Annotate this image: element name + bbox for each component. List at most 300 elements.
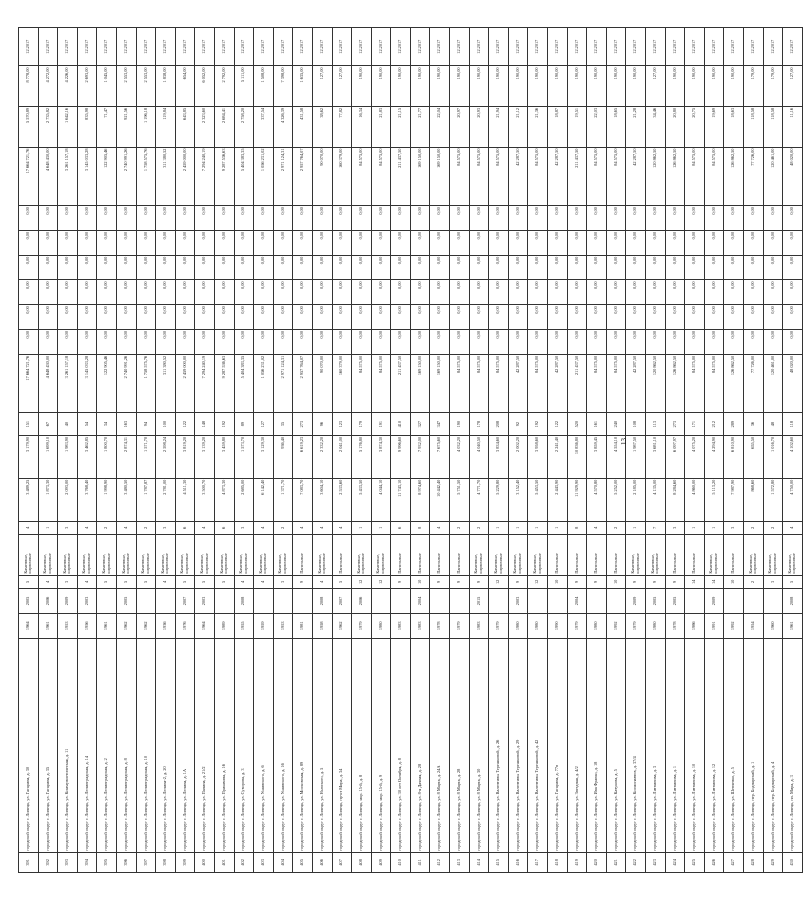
cell-floors: 5 [116,575,136,589]
cell-living-area: 3 819,20 [175,435,195,478]
cell-cost-col-4: 0,00 [567,255,587,280]
cell-cost-col-3: 0,00 [626,280,646,305]
cell-year-built: 1964 [19,613,39,638]
cell-entrances: 4 [783,521,803,535]
cell-residents: 92 [508,413,528,436]
cell-address: городской округ г. Липецк, ул. Гагарина, д. 30 [19,638,39,852]
cell-total-cost: 1 758 575,76 [136,354,156,413]
cell-limit-per-sqm: 4 272,00 [38,66,58,107]
cell-cost-col-2: 0,00 [371,305,391,330]
cell-residents: 192 [528,413,548,436]
cell-total-cost: 84 575,00 [606,354,626,413]
cell-living-area: 936,40 [273,435,293,478]
cell-living-area: 3 459,80 [214,435,234,478]
cell-entrances: 2 [743,521,763,535]
cell-year-built: 1992 [724,613,744,638]
table-row [567,28,587,873]
cell-limit-per-sqm: 190,00 [587,66,607,107]
cell-cost-owners: 42 287,50 [508,147,528,206]
table-row [312,28,332,873]
cell-limit-per-sqm: 190,00 [567,66,587,107]
cell-row-number: 420 [587,852,607,872]
cell-deadline: 12.2017 [254,28,274,66]
cell-cost-col-6: 0,00 [58,206,78,231]
cell-cost-col-2: 0,00 [38,305,58,330]
cell-deadline: 12.2017 [704,28,724,66]
cell-wall-material: Каменные, кирпичные [508,535,528,576]
cell-living-area: 4 032,20 [450,435,470,478]
cell-cost-per-sqm: 16,34 [352,106,372,147]
cell-row-number: 406 [312,852,332,872]
cell-address: городской округ г. Липецк, ул. Литвинова, д. 3 [646,638,666,852]
cell-total-area: 1 371,70 [273,478,293,521]
cell-residents: 151 [19,413,39,436]
cell-floors: 9 [508,575,528,589]
cell-residents: 96 [312,413,332,436]
cell-cost-col-2: 0,00 [626,305,646,330]
cell-row-number: 415 [489,852,509,872]
cell-cost-col-3: 0,00 [743,280,763,305]
cell-cost-col-3: 0,00 [254,280,274,305]
cell-entrances: 4 [312,521,332,535]
cell-cost-per-sqm: 20,75 [685,106,705,147]
cell-cost-col-1: 0,00 [450,330,470,355]
cell-living-area: 3 859,45 [587,435,607,478]
cell-floors: 9 [665,575,685,589]
cell-wall-material: Панельные [332,535,352,576]
cell-cost-owners: 77 726,00 [743,147,763,206]
cell-total-cost: 42 287,50 [548,354,568,413]
cell-wall-material: Каменные, кирпичные [19,535,39,576]
cell-year-overhaul: 2004 [410,589,430,614]
cell-cost-col-1: 0,00 [254,330,274,355]
cell-cost-per-sqm: 77,82 [332,106,352,147]
cell-residents: 122 [175,413,195,436]
cell-wall-material: Каменные, кирпичные [195,535,215,576]
cell-cost-col-4: 0,00 [763,255,783,280]
cell-floors: 3 [763,575,783,589]
cell-cost-col-4: 0,00 [508,255,528,280]
cell-cost-per-sqm: 19,69 [704,106,724,147]
cell-entrances: 1 [371,521,391,535]
cell-cost-col-4: 0,00 [626,255,646,280]
cell-cost-col-3: 0,00 [234,280,254,305]
cell-cost-col-4: 0,00 [97,255,117,280]
cell-cost-col-4: 0,00 [156,255,176,280]
cell-cost-col-5: 0,00 [332,230,352,255]
cell-total-area: 2 093,00 [58,478,78,521]
cell-cost-col-3: 0,00 [58,280,78,305]
cell-cost-col-2: 0,00 [312,305,332,330]
cell-total-area: 2 185,00 [626,478,646,521]
cell-entrances: 4 [116,521,136,535]
cell-wall-material: Панельные [665,535,685,576]
cell-floors: 10 [724,575,744,589]
cell-deadline: 12.2017 [332,28,352,66]
cell-cost-col-5: 0,00 [646,230,666,255]
cell-residents: 171 [685,413,705,436]
cell-living-area: 7 932,00 [410,435,430,478]
cell-cost-col-5: 0,00 [175,230,195,255]
table-row [704,28,724,873]
cell-cost-per-sqm: 21,28 [626,106,646,147]
cell-cost-owners: 9 287 536,63 [214,147,234,206]
cell-cost-col-6: 0,00 [646,206,666,231]
cell-entrances: 3 [665,521,685,535]
cell-row-number: 412 [430,852,450,872]
table-row [116,28,136,873]
cell-cost-col-5: 0,00 [97,230,117,255]
table-row [665,28,685,873]
cell-cost-owners: 2 459 000,00 [175,147,195,206]
cell-cost-per-sqm: 71,47 [97,106,117,147]
cell-cost-col-6: 0,00 [548,206,568,231]
cell-deadline: 12.2017 [293,28,313,66]
cell-limit-per-sqm: 190,00 [371,66,391,107]
cell-cost-col-1: 0,00 [724,330,744,355]
cell-floors: 3 [273,575,293,589]
cell-living-area: 1 573,70 [234,435,254,478]
cell-residents: 35 [273,413,293,436]
cell-entrances: 1 [548,521,568,535]
cell-limit-per-sqm: 190,00 [508,66,528,107]
cell-cost-col-1: 0,00 [19,330,39,355]
cell-floors: 4 [254,575,274,589]
cell-total-area: 5 433,50 [352,478,372,521]
table-row [685,28,705,873]
cell-limit-per-sqm: 2 792,00 [214,66,234,107]
cell-year-built: 1960 [763,613,783,638]
cell-cost-col-1: 0,00 [312,330,332,355]
cell-cost-col-5: 0,00 [743,230,763,255]
cell-cost-col-2: 0,00 [410,305,430,330]
cell-total-cost: 120 461,00 [763,354,783,413]
cell-cost-per-sqm: 21,83 [371,106,391,147]
cell-cost-col-4: 0,00 [116,255,136,280]
cell-floors: 12 [528,575,548,589]
cell-year-built: 1962 [332,613,352,638]
cell-deadline: 12.2017 [58,28,78,66]
cell-cost-col-2: 0,00 [175,305,195,330]
cell-cost-col-1: 0,00 [646,330,666,355]
cell-year-built: 1962 [116,613,136,638]
cell-year-built: 1986 [685,613,705,638]
cell-residents: 347 [430,413,450,436]
table-row [724,28,744,873]
cell-year-overhaul: 2003 [77,589,97,614]
cell-cost-owners: 17 664 721,76 [19,147,39,206]
cell-limit-per-sqm: 190,00 [685,66,705,107]
cell-row-number: 414 [469,852,489,872]
cell-deadline: 12.2017 [646,28,666,66]
cell-cost-col-4: 0,00 [77,255,97,280]
cell-living-area: 3 958,60 [528,435,548,478]
table-row [743,28,763,873]
cell-limit-per-sqm: 190,00 [528,66,548,107]
cell-cost-col-3: 0,00 [273,280,293,305]
cell-cost-owners: 126 862,50 [724,147,744,206]
cell-cost-col-4: 0,00 [724,255,744,280]
cell-cost-col-6: 0,00 [19,206,39,231]
table-row [136,28,156,873]
cell-wall-material: Каменные, кирпичные [489,535,509,576]
cell-year-built: 1979 [626,613,646,638]
cell-row-number: 392 [38,852,58,872]
cell-entrances: 3 [234,521,254,535]
cell-year-built: 1953 [58,613,78,638]
cell-residents: 108 [626,413,646,436]
cell-limit-per-sqm: 2 553,00 [116,66,136,107]
cell-floors: 9 [430,575,450,589]
cell-residents: 327 [410,413,430,436]
cell-cost-col-5: 0,00 [430,230,450,255]
cell-cost-col-4: 0,00 [606,255,626,280]
cell-cost-col-5: 0,00 [38,230,58,255]
cell-cost-per-sqm: 4 326,39 [273,106,293,147]
cell-address: городской округ г. Липецк, ул. Валентины Терешковой, д. 26 [489,638,509,852]
cell-deadline: 12.2017 [567,28,587,66]
cell-wall-material: Панельные [587,535,607,576]
cell-year-overhaul [450,589,470,614]
cell-wall-material: Каменные, кирпичные [312,535,332,576]
cell-cost-col-2: 0,00 [743,305,763,330]
cell-deadline: 12.2017 [508,28,528,66]
cell-residents: 192 [214,413,234,436]
cell-floors: 10 [548,575,568,589]
cell-residents: 208 [489,413,509,436]
cell-wall-material: Панельные [293,535,313,576]
cell-wall-material: Каменные, кирпичные [352,535,372,576]
cell-floors: 5 [97,575,117,589]
cell-year-overhaul: 2008 [312,589,332,614]
cell-row-number: 423 [646,852,666,872]
cell-cost-owners: 211 437,50 [391,147,411,206]
cell-residents: 410 [391,413,411,436]
cell-cost-col-4: 0,00 [312,255,332,280]
cell-cost-col-1: 0,00 [97,330,117,355]
cell-cost-col-6: 0,00 [410,206,430,231]
cell-year-overhaul [371,589,391,614]
cell-residents: 118 [783,413,803,436]
cell-wall-material: Панельные [606,535,626,576]
cell-living-area: 4 075,20 [685,435,705,478]
cell-entrances: 2 [97,521,117,535]
cell-row-number: 402 [234,852,254,872]
cell-year-built: 1959 [254,613,274,638]
cell-residents: 179 [352,413,372,436]
cell-deadline: 12.2017 [489,28,509,66]
cell-living-area: 3 834,60 [489,435,509,478]
cell-year-built: 1983 [469,613,489,638]
cell-cost-col-6: 0,00 [97,206,117,231]
cell-cost-col-1: 0,00 [371,330,391,355]
cell-wall-material: Каменные, кирпичные [371,535,391,576]
cell-row-number: 419 [567,852,587,872]
cell-year-overhaul: 2005 [19,589,39,614]
table-row [156,28,176,873]
cell-cost-col-3: 0,00 [214,280,234,305]
cell-total-area: 868,60 [743,478,763,521]
cell-cost-per-sqm: 2 758,20 [234,106,254,147]
cell-deadline: 12.2017 [136,28,156,66]
cell-year-overhaul [528,589,548,614]
cell-cost-col-2: 0,00 [195,305,215,330]
cell-cost-col-2: 0,00 [763,305,783,330]
cell-living-area: 2 332,20 [312,435,332,478]
cell-cost-owners: 211 437,50 [567,147,587,206]
cell-residents: 148 [195,413,215,436]
cell-year-overhaul: 2005 [646,589,666,614]
cell-limit-per-sqm: 190,00 [665,66,685,107]
cell-cost-per-sqm: 34,46 [646,106,666,147]
cell-cost-owners: 84 575,00 [685,147,705,206]
cell-cost-col-6: 0,00 [234,206,254,231]
cell-cost-col-2: 0,00 [724,305,744,330]
cell-year-overhaul: 2007 [332,589,352,614]
cell-cost-col-3: 0,00 [410,280,430,305]
cell-deadline: 12.2017 [175,28,195,66]
cell-cost-col-6: 0,00 [273,206,293,231]
cell-cost-col-4: 0,00 [646,255,666,280]
cell-row-number: 425 [685,852,705,872]
cell-entrances: 4 [77,521,97,535]
cell-cost-per-sqm: 5 570,89 [19,106,39,147]
cell-cost-col-1: 0,00 [508,330,528,355]
cell-cost-per-sqm: 18,63 [724,106,744,147]
table-row [606,28,626,873]
cell-wall-material: Каменные, кирпичные [156,535,176,576]
table-row [293,28,313,873]
cell-cost-col-6: 0,00 [254,206,274,231]
cell-cost-owners: 84 575,00 [450,147,470,206]
cell-cost-owners: 84 575,00 [606,147,626,206]
cell-cost-col-5: 0,00 [116,230,136,255]
cell-cost-per-sqm: 18,65 [606,106,626,147]
cell-row-number: 391 [19,852,39,872]
cell-living-area: 3 139,20 [195,435,215,478]
cell-address: городской округ г. Липецк, ул. Катукова, д. 5 [606,638,626,852]
cell-cost-col-5: 0,00 [19,230,39,255]
cell-cost-col-4: 0,00 [58,255,78,280]
cell-row-number: 426 [704,852,724,872]
cell-cost-col-5: 0,00 [489,230,509,255]
cell-total-area: 3 489,25 [19,478,39,521]
cell-cost-col-6: 0,00 [352,206,372,231]
cell-limit-per-sqm: 127,00 [783,66,803,107]
cell-living-area: 655,50 [743,435,763,478]
cell-cost-col-2: 0,00 [19,305,39,330]
cell-row-number: 413 [450,852,470,872]
cell-cost-col-2: 0,00 [685,305,705,330]
cell-cost-col-5: 0,00 [254,230,274,255]
cell-cost-col-2: 0,00 [391,305,411,330]
cell-living-area: 1 699,10 [38,435,58,478]
cell-total-cost: 84 575,00 [685,354,705,413]
cell-cost-col-1: 0,00 [763,330,783,355]
cell-residents: 40 [58,413,78,436]
cell-year-built: 1953 [273,613,293,638]
cell-living-area: 9 996,60 [391,435,411,478]
cell-limit-per-sqm: 1 045,00 [97,66,117,107]
cell-cost-owners: 2 740 991,26 [116,147,136,206]
cell-cost-col-5: 0,00 [195,230,215,255]
cell-year-overhaul [724,589,744,614]
cell-year-overhaul [293,589,313,614]
cell-residents: 122 [548,413,568,436]
cell-cost-col-5: 0,00 [77,230,97,255]
cell-residents: 36 [743,413,763,436]
cell-total-area: 4 570,80 [587,478,607,521]
cell-living-area: 4 554,10 [606,435,626,478]
cell-wall-material: Каменные, кирпичные [77,535,97,576]
cell-row-number: 411 [410,852,430,872]
cell-wall-material: Каменные, кирпичные [175,535,195,576]
cell-cost-col-5: 0,00 [528,230,548,255]
cell-floors: 12 [352,575,372,589]
cell-cost-col-1: 0,00 [430,330,450,355]
cell-floors: 14 [704,575,724,589]
cell-year-overhaul [763,589,783,614]
cell-deadline: 12.2017 [724,28,744,66]
cell-cost-owners: 160 379,00 [332,147,352,206]
cell-limit-per-sqm: 190,00 [410,66,430,107]
cell-entrances: 2 [606,521,626,535]
cell-floors: 12 [489,575,509,589]
table-row [528,28,548,873]
cell-cost-col-1: 0,00 [704,330,724,355]
cell-cost-col-4: 0,00 [254,255,274,280]
cell-total-cost: 1 056 231,02 [254,354,274,413]
cell-cost-col-5: 0,00 [587,230,607,255]
cell-limit-per-sqm: 127,00 [312,66,332,107]
cell-cost-col-1: 0,00 [548,330,568,355]
cell-living-area: 3 179,90 [19,435,39,478]
cell-address: городской округ г. Липецк, ул. Валентины Терешковой, д. 29 [508,638,528,852]
cell-cost-col-1: 0,00 [156,330,176,355]
table-row [646,28,666,873]
cell-limit-per-sqm: 654,00 [175,66,195,107]
cell-residents: 94 [136,413,156,436]
cell-total-area: 3 604,10 [312,478,332,521]
cell-deadline: 12.2017 [763,28,783,66]
cell-living-area: 6 810,90 [724,435,744,478]
cell-cost-col-2: 0,00 [469,305,489,330]
cell-cost-owners: 3 261 157,18 [58,147,78,206]
cell-entrances: 1 [528,521,548,535]
cell-living-area: 6 097,97 [665,435,685,478]
cell-deadline: 12.2017 [548,28,568,66]
cell-cost-col-2: 0,00 [273,305,293,330]
table-row [195,28,215,873]
cell-cost-col-6: 0,00 [312,206,332,231]
cell-cost-per-sqm: 21,94 [489,106,509,147]
cell-cost-col-1: 0,00 [391,330,411,355]
cell-deadline: 12.2017 [528,28,548,66]
cell-cost-col-5: 0,00 [685,230,705,255]
cell-entrances: 2 [469,521,489,535]
cell-cost-per-sqm: 20,80 [665,106,685,147]
cell-cost-col-1: 0,00 [77,330,97,355]
cell-entrances: 1 [626,521,646,535]
cell-year-built: 1980 [528,613,548,638]
cell-limit-per-sqm: 1 635,00 [293,66,313,107]
cell-row-number: 401 [214,852,234,872]
cell-row-number: 409 [371,852,391,872]
cell-cost-col-5: 0,00 [724,230,744,255]
cell-cost-col-4: 0,00 [38,255,58,280]
cell-cost-col-3: 0,00 [783,280,803,305]
table-row [38,28,58,873]
